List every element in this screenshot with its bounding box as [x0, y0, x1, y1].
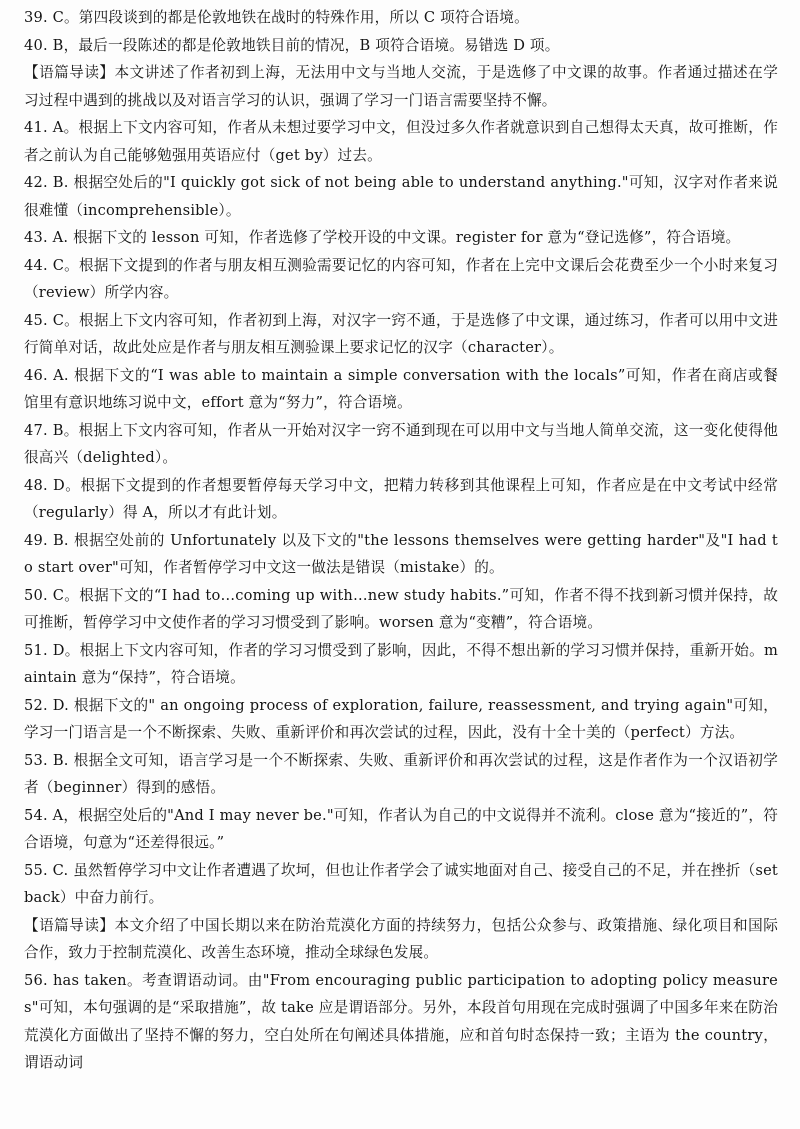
answer-39: 39. C。第四段谈到的都是伦敦地铁在战时的特殊作用，所以 C 项符合语境。	[24, 9, 529, 26]
answer-56: 56. has taken。考查谓语动词。由"From encouraging public participation to adopting policy measures"可知，本句强调的是“采取措施”，故 take 应是谓语部分。另外，本段首句用现在完成时强调了中国多年来在防治荒漠化方面做出了坚持不懈的努力，空白处所在句阐述具体措施，应和首句时态保持一致；主语为 the country，谓语动词	[24, 971, 778, 1071]
answer-53: 53. B. 根据全文可知，语言学习是一个不断探索、失败、重新评价和再次尝试的过程，这是作者作为一个汉语初学者（beginner）得到的感悟。	[24, 751, 778, 796]
answer-40: 40. B，最后一段陈述的都是伦敦地铁目前的情况，B 项符合语境。易错选 D 项。	[24, 36, 560, 54]
answer-48: 48. D。根据下文提到的作者想要暂停每天学习中文，把精力转移到其他课程上可知，作者应是在中文考试中经常（regularly）得 A，所以才有此计划。	[24, 476, 778, 521]
answer-55: 55. C. 虽然暂停学习中文让作者遭遇了坎坷，但也让作者学会了诚实地面对自己、接受自己的不足，并在挫折（setback）中奋力前行。	[24, 861, 778, 906]
answer-44: 44. C。根据下文提到的作者与朋友相互测验需要记忆的内容可知，作者在上完中文课后会花费至少一个小时来复习（review）所学内容。	[24, 256, 778, 301]
passage-guide-2: 【语篇导读】本文介绍了中国长期以来在防治荒漠化方面的持续努力，包括公众参与、政策措施、绿化项目和国际合作，致力于控制荒漠化、改善生态环境，推动全球绿色发展。	[24, 916, 778, 961]
answer-43: 43. A. 根据下文的 lesson 可知，作者选修了学校开设的中文课。register for 意为“登记选修”，符合语境。	[24, 229, 741, 246]
answer-47: 47. B。根据上下文内容可知，作者从一开始对汉字一窍不通到现在可以用中文与当地人简单交流，这一变化使得他很高兴（delighted）。	[24, 421, 778, 466]
answer-54: 54. A，根据空处后的"And I may never be."可知，作者认为自己的中文说得并不流利。close 意为“接近的”，符合语境，句意为“还差得很远。”	[24, 806, 778, 851]
answer-41: 41. A。根据上下文内容可知，作者从未想过要学习中文，但没过多久作者就意识到自己想得太天真，故可推断，作者之前认为自己能够勉强用英语应付（get by）过去。	[24, 119, 778, 164]
answer-50: 50. C。根据下文的“I had to…coming up with…new study habits.”可知，作者不得不找到新习惯并保持，故可推断，暂停学习中文使作者的学习习惯受到了影响。worsen 意为“变糟”，符合语境。	[24, 586, 778, 631]
answer-52: 52. D. 根据下文的" an ongoing process of exploration, failure, reassessment, and trying again"可知，学习一门语言是一个不断探索、失败、重新评价和再次尝试的过程，因此，没有十全十美的（perfect）方法。	[24, 696, 778, 741]
answer-49: 49. B. 根据空处前的 Unfortunately 以及下文的"the lessons themselves were getting harder"及"I had to start over"可知，作者暂停学习中文这一做法是错误（mistake）的。	[24, 531, 778, 576]
answer-42: 42. B. 根据空处后的"I quickly got sick of not being able to understand anything."可知，汉字对作者来说很难懂（incomprehensible）。	[24, 174, 778, 219]
passage-guide-1: 【语篇导读】本文讲述了作者初到上海，无法用中文与当地人交流，于是选修了中文课的故事。作者通过描述在学习过程中遇到的挑战以及对语言学习的认识，强调了学习一门语言需要坚持不懈。	[24, 64, 778, 109]
answer-45: 45. C。根据上下文内容可知，作者初到上海，对汉字一窍不通，于是选修了中文课，通过练习，作者可以用中文进行简单对话，故此处应是作者与朋友相互测验课上要求记忆的汉字（character）。	[24, 311, 778, 356]
answer-51: 51. D。根据上下文内容可知，作者的学习习惯受到了影响，因此，不得不想出新的学习习惯并保持，重新开始。maintain 意为“保持”，符合语境。	[24, 641, 778, 686]
answer-46: 46. A. 根据下文的“I was able to maintain a simple conversation with the locals”可知，作者在商店或餐馆里有意识地练习说中文，effort 意为“努力”，符合语境。	[24, 366, 778, 411]
